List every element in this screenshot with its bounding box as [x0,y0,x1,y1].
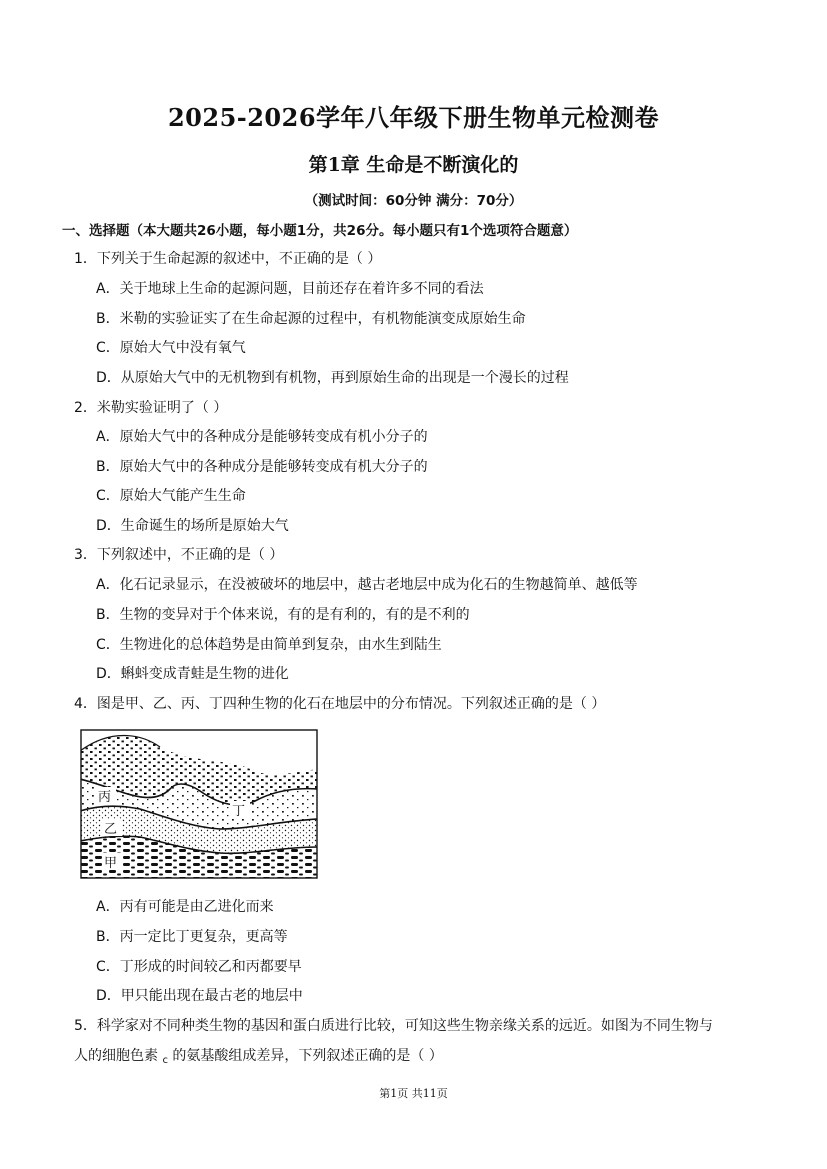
question-2-stem: 2．米勒实验证明了（ ） [74,400,228,416]
question-2-option-b: B．原始大气中的各种成分是能够转变成有机大分子的 [96,459,428,475]
question-1-option-a: A．关于地球上生命的起源问题，目前还存在着许多不同的看法 [96,281,484,297]
question-4-option-b: B．丙一定比丁更复杂，更高等 [96,929,288,945]
question-1-option-d: D．从原始大气中的无机物到有机物，再到原始生命的出现是一个漫长的过程 [96,370,569,386]
question-1-stem: 1．下列关于生命起源的叙述中，不正确的是（ ） [74,251,382,267]
fossil-label-bing: 丙 [98,790,112,805]
fossil-label-ding: 丁 [232,804,246,819]
question-4-stem: 4．图是甲、乙、丙、丁四种生物的化石在地层中的分布情况。下列叙述正确的是（ ） [74,696,606,712]
question-4-option-d: D．甲只能出现在最古老的地层中 [96,988,303,1004]
question-5-stem-line1: 5．科学家对不同种类生物的基因和蛋白质进行比较，可知这些生物亲缘关系的远近。如图为不同生物与 [74,1018,713,1034]
question-2-option-a: A．原始大气中的各种成分是能够转变成有机小分子的 [96,429,428,445]
page-footer: 第1页 共11页 [379,1087,448,1100]
question-2-option-c: C．原始大气能产生生命 [96,488,246,504]
chapter-subtitle: 第1章 生命是不断演化的 [308,154,519,176]
page-title: 2025-2026学年八年级下册生物单元检测卷 [167,103,660,132]
section-heading: 一、选择题（本大题共26小题，每小题1分，共26分。每小题只有1个选项符合题意） [62,223,578,239]
question-3-option-b: B．生物的变异对于个体来说，有的是有利的，有的是不利的 [96,607,470,623]
fossil-label-yi: 乙 [104,822,118,837]
question-3-option-d: D．蝌蚪变成青蛙是生物的进化 [96,666,289,682]
question-5-stem-line2: 人的细胞色素 $_c$ 的氨基酸组成差异，下列叙述正确的是（ ） [74,1048,443,1066]
fossil-label-jia: 甲 [104,856,118,871]
question-1-option-b: B．米勒的实验证实了在生命起源的过程中，有机物能演变成原始生命 [96,311,526,327]
question-2-option-d: D．生命诞生的场所是原始大气 [96,518,289,534]
test-meta: （测试时间：60分钟 满分：70分） [304,193,523,209]
question-4-option-c: C．丁形成的时间较乙和丙都要早 [96,959,302,975]
question-1-option-c: C．原始大气中没有氧气 [96,340,246,356]
question-4-option-a: A．丙有可能是由乙进化而来 [96,899,274,915]
question-3-option-a: A．化石记录显示，在没被破坏的地层中，越古老地层中成为化石的生物越简单、越低等 [96,577,638,593]
fossil-strata-figure [80,729,318,879]
question-3-stem: 3．下列叙述中，不正确的是（ ） [74,547,284,563]
question-3-option-c: C．生物进化的总体趋势是由简单到复杂，由水生到陆生 [96,637,442,653]
